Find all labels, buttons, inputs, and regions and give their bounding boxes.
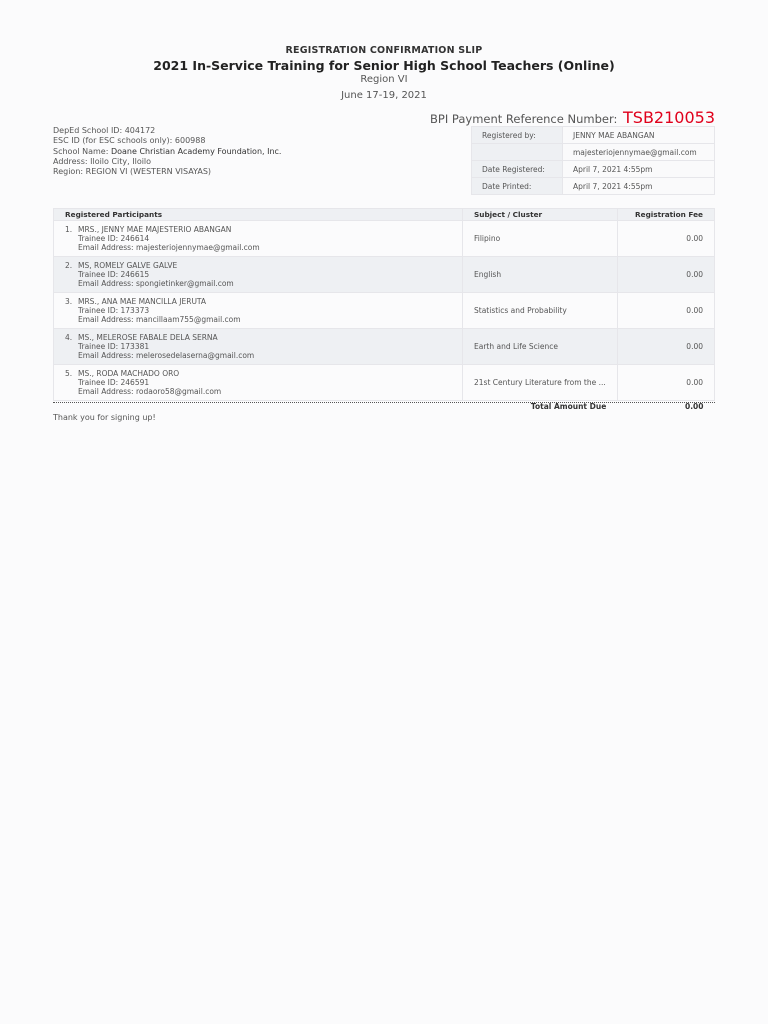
- participant-number: 3.: [65, 296, 73, 306]
- registered-by-value: JENNY MAE ABANGAN: [563, 127, 715, 144]
- registrant-email-row: [472, 144, 715, 161]
- registrant-email-label: [472, 144, 563, 161]
- email-label: Email Address:: [78, 243, 134, 253]
- event-region: Region VI: [360, 74, 408, 85]
- school-region: Region: REGION VI (WESTERN VISAYAS): [53, 167, 212, 177]
- trainee-id-label: Trainee ID:: [78, 305, 119, 315]
- total-label: Total Amount Due: [463, 401, 618, 413]
- date-registered-row: [472, 161, 715, 178]
- date-printed-value: April 7, 2021 4:55pm: [563, 178, 715, 195]
- date-printed-label: Date Printed:: [472, 178, 563, 195]
- participant-name-line: [65, 333, 451, 342]
- participant-number: 5.: [65, 368, 73, 378]
- participant-details: [54, 221, 463, 257]
- email-line: [65, 243, 451, 252]
- total-amount: 0.00: [617, 401, 714, 413]
- participant-subject: English: [463, 257, 618, 293]
- participant-subject: Earth and Life Science: [463, 329, 618, 365]
- participant-details: [54, 329, 463, 365]
- fee-column-header: Registration Fee: [617, 209, 714, 221]
- school-info: [53, 126, 281, 177]
- trainee-id-line: [65, 378, 451, 387]
- participant-name: MRS., ANA MAE MANCILLA JERUTA: [78, 296, 207, 306]
- participant-subject: Statistics and Probability: [463, 293, 618, 329]
- date-printed-row: [472, 178, 715, 195]
- trainee-id-label: Trainee ID:: [78, 341, 119, 351]
- trainee-id-label: Trainee ID:: [78, 377, 119, 387]
- trainee-id-line: [65, 342, 451, 351]
- participant-fee: 0.00: [617, 365, 714, 401]
- participants-header-row: [54, 209, 715, 221]
- trainee-id-line: [65, 306, 451, 315]
- trainee-id: 246591: [120, 377, 150, 387]
- participant-row: [54, 257, 715, 293]
- trainee-id: 173381: [120, 341, 150, 351]
- participant-fee: 0.00: [617, 221, 714, 257]
- trainee-id: 246614: [120, 233, 150, 243]
- trainee-id-line: [65, 234, 451, 243]
- participant-email: rodaoro58@gmail.com: [135, 387, 222, 397]
- thank-you-message: Thank you for signing up!: [53, 413, 156, 422]
- participant-name-line: [65, 369, 451, 378]
- trainee-id: 246615: [120, 269, 150, 279]
- participant-email: melerosedelaserna@gmail.com: [135, 351, 255, 361]
- payment-reference-number: TSB210053: [623, 108, 715, 127]
- date-registered-label: Date Registered:: [472, 161, 563, 178]
- participants-table: [53, 208, 715, 412]
- participant-fee: 0.00: [617, 293, 714, 329]
- slip-title: REGISTRATION CONFIRMATION SLIP: [285, 45, 483, 56]
- email-label: Email Address:: [78, 387, 134, 397]
- participant-details: [54, 293, 463, 329]
- registrant-email-value: majesteriojennymae@gmail.com: [563, 144, 715, 161]
- registration-info-table: [471, 126, 715, 195]
- email-line: [65, 351, 451, 360]
- participant-subject: Filipino: [463, 221, 618, 257]
- participant-row: [54, 221, 715, 257]
- participant-email: spongietinker@gmail.com: [135, 279, 234, 289]
- participant-details: [54, 257, 463, 293]
- participant-number: 2.: [65, 260, 73, 270]
- dotted-divider: [53, 402, 715, 403]
- registered-by-label: Registered by:: [472, 127, 563, 144]
- participant-email: mancillaam755@gmail.com: [135, 315, 241, 325]
- esc-id: ESC ID (for ESC schools only): 600988: [53, 136, 206, 146]
- payment-reference: [430, 108, 715, 127]
- participant-rows: [54, 221, 715, 401]
- email-line: [65, 387, 451, 396]
- email-line: [65, 315, 451, 324]
- event-title: 2021 In-Service Training for Senior High School Teachers (Online): [153, 58, 615, 73]
- email-label: Email Address:: [78, 351, 134, 361]
- participant-name-line: [65, 225, 451, 234]
- school-address: Address: Iloilo City, Iloilo: [53, 156, 152, 166]
- trainee-id: 173373: [120, 305, 150, 315]
- deped-school-id: DepEd School ID: 404172: [53, 126, 156, 135]
- participant-number: 4.: [65, 332, 73, 342]
- trainee-id-label: Trainee ID:: [78, 233, 119, 243]
- participant-name: MS., RODA MACHADO ORO: [78, 368, 180, 378]
- school-name: School Name: Doane Christian Academy Foundation, Inc.: [53, 146, 282, 156]
- participant-row: [54, 329, 715, 365]
- registered-by-row: [472, 127, 715, 144]
- date-registered-value: April 7, 2021 4:55pm: [563, 161, 715, 178]
- payment-reference-label: BPI Payment Reference Number:: [430, 112, 618, 126]
- participant-subject: 21st Century Literature from the ...: [463, 365, 618, 401]
- event-dates: June 17-19, 2021: [341, 90, 427, 101]
- email-label: Email Address:: [78, 315, 134, 325]
- participants-column-header: Registered Participants: [54, 209, 463, 221]
- participant-details: [54, 365, 463, 401]
- participant-name: MS., MELEROSE FABALE DELA SERNA: [78, 332, 218, 342]
- email-line: [65, 279, 451, 288]
- participant-name-line: [65, 297, 451, 306]
- participant-name: MRS., JENNY MAE MAJESTERIO ABANGAN: [78, 224, 232, 234]
- trainee-id-label: Trainee ID:: [78, 269, 119, 279]
- participant-row: [54, 365, 715, 401]
- email-label: Email Address:: [78, 279, 134, 289]
- participant-number: 1.: [65, 224, 73, 234]
- trainee-id-line: [65, 270, 451, 279]
- participant-name-line: [65, 261, 451, 270]
- participant-fee: 0.00: [617, 329, 714, 365]
- participant-email: majesteriojennymae@gmail.com: [135, 243, 260, 253]
- participant-fee: 0.00: [617, 257, 714, 293]
- participant-name: MS, ROMELY GALVE GALVE: [78, 260, 178, 270]
- subject-column-header: Subject / Cluster: [463, 209, 618, 221]
- participant-row: [54, 293, 715, 329]
